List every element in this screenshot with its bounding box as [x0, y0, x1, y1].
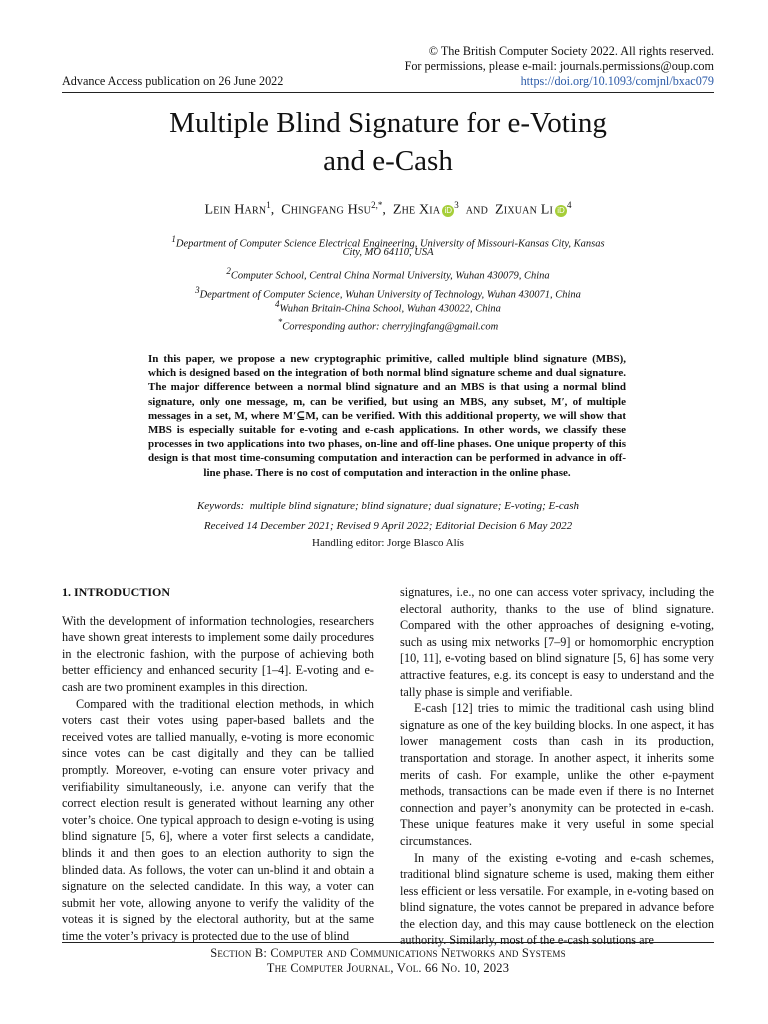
body-paragraph: E-cash [12] tries to mimic the traditional cash using blind signature as one of the key building blocks. In one aspect, it has lower management costs than cash in its production, transportation and storage. In another aspect, it inherits some merits of cash. For example, unlike the other e-payment methods, transactions can be made even if there is no Internet connection and payer’s anonymity can be protected in e-cash. These unique features make it very useful in some special circumstances.	[400, 701, 714, 848]
footer-section: Section B: Computer and Communications Networks and Systems	[210, 946, 566, 960]
orcid-icon[interactable]: iD	[442, 205, 454, 217]
page-title	[62, 104, 714, 180]
keywords-label: Keywords:	[196, 500, 245, 512]
handling-editor: Handling editor: Jorge Blasco Alís	[312, 537, 464, 549]
author-sup: 2,*	[371, 200, 383, 210]
author-separator: ,	[382, 202, 386, 218]
affiliation-text: Department of Computer Science, Wuhan University of Technology, Wuhan 430071, China	[199, 289, 581, 301]
author-name: Zixuan Li	[495, 202, 553, 218]
keywords-text: multiple blind signature; blind signature; dual signature; E-voting; E-cash	[249, 500, 580, 512]
title-line-2: and e-Cash	[323, 145, 453, 177]
affiliation	[62, 264, 714, 284]
author-name: Zhe Xia	[392, 202, 441, 218]
author-sup: 4	[566, 200, 572, 210]
corresponding-author	[62, 315, 714, 335]
body-paragraph: Compared with the traditional election methods, in which voters cast their votes using paper-based ballets and the received votes are tallied manually, e-voting is more economic since votes can be cast digitally and they can be tallied promptly. Moreover, e-voting can ensure voter privacy and verifiability simultaneously, i.e. anyone can verify that the correct election result is generated without learning any other voter’s choice. One typical approach to design e-voting is using blind signature [5, 6], where a voter first selects a candidate, blinds it and then goes to an election authority to sign the blinded data. As follows, the voter can un-blind it and obtain a signature on the selected candidate. In this way, a voter can submit her vote, allowing anyone to verify the validity of the voteas it is signed by the electoral authority, but at the same time the voter’s privacy is protected due to the use of blind	[62, 696, 374, 943]
author-conjunction: and	[465, 202, 489, 218]
doi-link[interactable]: https://doi.org/10.1093/comjnl/bxac079	[520, 74, 714, 88]
body-column-left	[62, 584, 374, 944]
affiliation	[62, 297, 714, 317]
affiliation-sup: 2	[226, 266, 231, 276]
author-separator: ,	[270, 202, 275, 218]
body-paragraph: With the development of information technologies, researchers have shown great interests to implement some daily procedures in the electronic fashion, with the purpose of achieving both better efficiency and enhanced security [1–4]. E-voting and e-cash are two prominent examples in this direction.	[62, 613, 374, 694]
footer-divider	[62, 942, 714, 943]
affiliation-text: City, MO 64110, USA	[342, 247, 434, 258]
body-column-right	[400, 584, 714, 949]
affiliation-sup: 1	[171, 234, 176, 244]
header-divider	[62, 92, 714, 93]
author-sup: 3	[454, 200, 459, 210]
title-line-1: Multiple Blind Signature for e-Voting	[169, 107, 607, 139]
affiliation	[62, 246, 714, 260]
received-dates: Received 14 December 2021; Revised 9 April 2022; Editorial Decision 6 May 2022	[203, 520, 573, 532]
copyright-text: © The British Computer Society 2022. All rights reserved.	[428, 44, 714, 58]
affiliation-sup: 3	[195, 285, 200, 295]
keywords	[62, 500, 714, 512]
abstract: In this paper, we propose a new cryptographic primitive, called multiple blind signature (MBS), which is designed based on the integration of both normal blind signature scheme and dual signature. The major difference between a normal blind signature and an MBS is that using a normal blind signature, only one message, m, can be verified, but using an MBS, any subset, M′, of multiple messages in a set, M, where M′⊆M, can be verified. With this additional property, we will show that MBS is especially suitable for e-voting and e-cash applications. In other words, we classify these processes in two applications into two phases, on-line and off-line phases. One unique property of this design is that most time-consuming computation and interaction can be performed in advance in off-line phase. There is no cost of computation and interaction in the online phase.	[148, 353, 626, 479]
body-paragraph: In many of the existing e-voting and e-cash schemes, traditional blind signature scheme is used, making them either less efficient or less versatile. For example, in e-voting based on blind signature, the votes cannot be prepared in advance before the election day, and this may cause bottleneck on the election authority. Similarly, most of the e-cash solutions are	[400, 850, 714, 948]
footer-journal: The Computer Journal, Vol. 66 No. 10, 2023	[266, 961, 510, 975]
permissions-text: For permissions, please e-mail: journals.permissions@oup.com	[404, 59, 714, 73]
section-heading: 1. INTRODUCTION	[62, 585, 171, 599]
author-name: Chingfang Hsu	[281, 202, 372, 218]
advance-access-text: Advance Access publication on 26 June 2022	[62, 74, 284, 88]
author-list	[62, 200, 714, 219]
author-sup: 1	[266, 200, 271, 210]
journal-notice	[405, 44, 714, 89]
affiliation-sup: *	[277, 317, 283, 327]
author-name: Lein Harn	[204, 202, 267, 218]
body-paragraph: signatures, i.e., no one can access voter sprivacy, including the electoral authority, thanks to the use of blind signature. Compared with the other approaches of designing e-voting, such as using mix networks [7–9] or homomorphic encryption [10, 11], e-voting based on blind signature [5, 6] has some very attractive features, e.g. its concept is easy to understand and the tally phase is simple and verifiable.	[400, 585, 714, 699]
orcid-icon[interactable]: iD	[555, 205, 567, 217]
affiliation-text: Department of Computer Science Electrical Engineering, University of Missouri-Kansas City, Kansas	[175, 238, 605, 250]
affiliation-sup: 4	[275, 299, 280, 309]
affiliation-text: Wuhan Britain-China School, Wuhan 430022, China	[279, 303, 501, 315]
affiliation-text: Corresponding author: cherryjingfang@gmail.com	[282, 321, 499, 333]
affiliation-text: Computer School, Central China Normal University, Wuhan 430079, China	[230, 270, 550, 282]
